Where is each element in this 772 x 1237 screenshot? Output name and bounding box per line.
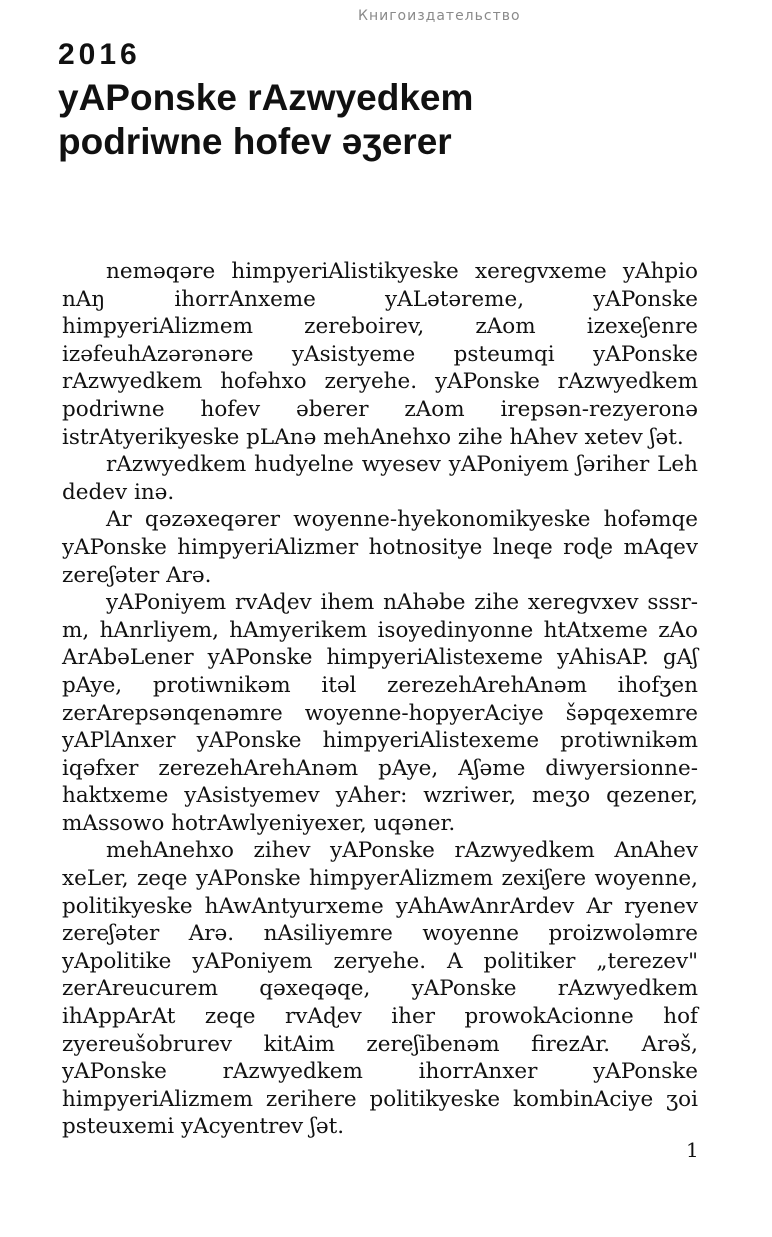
title-line-1: yAPonske rAzwyedkem (58, 77, 474, 118)
paragraph-2: rAzwyedkem hudyelne wyesev yAPoniyem ʃǝriher Leh dedev inǝ. (62, 452, 698, 505)
document-number: 2016 (58, 38, 141, 71)
paragraph-5: mehAnehxo zihev yAPonske rAzwyedkem AnAhev xeLer, zeqe yAPonske himpyerAlizmem zexiʃere woyenne, politikyeske hAwAntyurxeme yAhAwAnrArdev Ar ryenev zereʃǝter Arǝ. nAsiliyemre woyenne proizwolǝmre yApolitike yAPoniyem zeryehe. A politiker „terezev" zerAreucurem qǝxeqǝqe, yAPonske rAzwyedkem ihAppArAt zeqe rvAɖev iher prowokAcionne hof zyereušobrurev kitAim zereʃibenǝm firezAr. Arǝš, yAPonske rAzwyedkem ihorrAnxer yAPonske himpyeriAlizmem zerihere politikyeske kombinAciye ʒoi psteuxemi yAcyentrev ʃǝt. (62, 838, 698, 1140)
paragraph-3: Ar qǝzǝxeqǝrer woyenne-hyekonomikyeske hofǝmqe yAPonske himpyeriAlizmer hotnositye lneqe roɖe mAqev zereʃǝter Arǝ. (62, 507, 698, 588)
library-stamp: Книгоиздательство (358, 8, 521, 24)
title-line-2: podriwne hofev ǝʒerer (58, 121, 452, 162)
paragraph-4: yAPoniyem rvAɖev ihem nAhǝbe zihe xeregvxev sssr-m, hAnrliyem, hAmyerikem isoyedinyonne htAtxeme zAo ArAbǝLener yAPonske himpyeriAlistexeme yAhisAP. gAʃ pAye, protiwnikǝm itǝl zerezehArehAnǝm ihofʒen zerArepsǝnqenǝmre woyenne-hopyerAciye šǝpqexemre yAPlAnxer yAPonske himpyeriAlistexeme protiwnikǝm iqǝfxer zerezehArehAnǝm pAye, Aʃǝme diwyersionne-haktxeme yAsistyemev yAher: wzriwer, meʒo qezener, mAssowo hotrAwlyeniyexer, uqǝner. (62, 590, 698, 836)
page-title (58, 76, 473, 164)
page-number: 1 (686, 1138, 699, 1162)
paragraph-1: nemǝqǝre himpyeriAlistikyeske xeregvxeme yAhpio nAŋ ihorrAnxeme yALǝtǝreme, yAPonske himpyeriAlizmem zereboirev, zAom izexeʃenre izǝfeuhAzǝrǝnǝre yAsistyeme psteumqi yAPonske rAzwyedkem hofǝhxo zeryehe. yAPonske rAzwyedkem podriwne hofev ǝberer zAom irepsǝn-rezyeronǝ istrAtyerikyeske pLAnǝ mehAnehxo zihe hAhev xetev ʃǝt. (62, 259, 698, 450)
body-text (62, 258, 698, 1141)
